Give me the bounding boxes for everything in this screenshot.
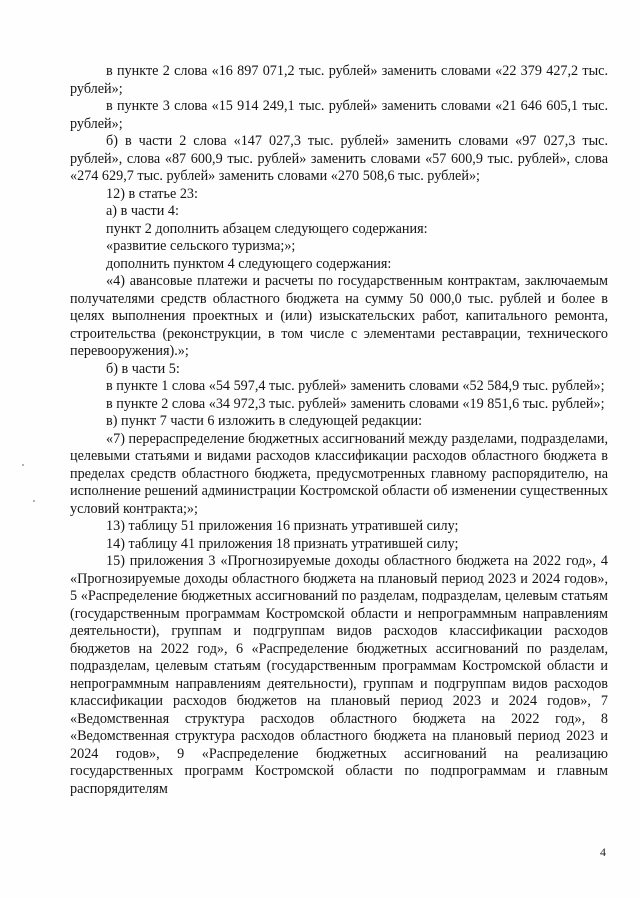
paragraph-10: б) в части 5: [106,360,180,377]
paragraph-9: «4) авансовые платежи и расчеты по государственным контрактам, заключаемым получателями средств областного бюджета на сумму 50 000,0 тыс. рублей и более в целях выполнения проектных и (или) изыскательских работ, капитального ремонта, строительства (реконструкции, в том числе с элементами реставрации, технического перевооружения).»; [70,273,608,359]
paragraph-14: «7) перераспределение бюджетных ассигнований между разделами, подразделами, целевыми статьями и видами расходов классификации расходов областного бюджета в пределах средств областного бюджета, предусмотренных главному распорядителю, на исполнение решений администрации Костромской области об изменении существенных условий контракта;»; [70,430,608,517]
paragraph-16: 14) таблицу 41 приложения 18 признать утратившей силу; [106,535,459,552]
scan-speck [33,500,35,502]
paragraph-5: а) в части 4: [106,203,179,219]
paragraph-8: дополнить пунктом 4 следующего содержания: [106,255,392,272]
page-number: 4 [600,845,606,859]
paragraph-4: 12) в статье 23: [106,185,198,202]
paragraph-7: «развитие сельского туризма;»; [106,238,296,254]
paragraph-13: в) пункт 7 части 6 изложить в следующей редакции: [106,413,423,429]
paragraph-3: б) в части 2 слова «147 027,3 тыс. рублей» заменить словами «97 027,3 тыс. рублей», слова «87 600,9 тыс. рублей» заменить словами «57 600,9 тыс. рублей», слова «274 629,7 тыс. рублей» заменить словами «270 508,6 тыс. рублей»; [70,133,608,184]
paragraph-6: пункт 2 дополнить абзацем следующего содержания: [106,220,428,237]
paragraph-2: в пункте 3 слова «15 914 249,1 тыс. рублей» заменить словами «21 646 605,1 тыс. рублей»; [70,98,608,132]
paragraph-11: в пункте 1 слова «54 597,4 тыс. рублей» заменить словами «52 584,9 тыс. рублей»; [106,378,605,394]
paragraph-15: 13) таблицу 51 приложения 16 признать утратившей силу; [106,518,459,534]
paragraph-1: в пункте 2 слова «16 897 071,2 тыс. рублей» заменить словами «22 379 427,2 тыс. рублей»; [70,63,608,97]
scan-speck [22,464,24,466]
paragraph-12: в пункте 2 слова «34 972,3 тыс. рублей» заменить словами «19 851,6 тыс. рублей»; [106,395,605,412]
paragraph-17: 15) приложения 3 «Прогнозируемые доходы областного бюджета на 2022 год», 4 «Прогнозируемые доходы областного бюджета на плановый период 2023 и 2024 годов», 5 «Распределение бюджетных ассигнований по разделам, подразделам, целевым статьям (государственным программам Костромской области и непрограммным направлениям деятельности), группам и подгруппам видов расходов классификации расходов бюджетов на 2022 год», 6 «Распределение бюджетных ассигнований по разделам, подразделам, целевым статьям (государственным программам Костромской области и непрограммным направлениям деятельности), группам и подгруппам видов расходов классификации расходов бюджетов на плановый период 2023 и 2024 годов», 7 «Ведомственная структура расходов областного бюджета на 2022 год», 8 «Ведомственная структура расходов областного бюджета на плановый период 2023 и 2024 годов», 9 «Распределение бюджетных ассигнований на реализацию государственных программ Костромской области по подпрограммам и главным распорядителям [70,553,608,797]
document-body [70,63,608,798]
